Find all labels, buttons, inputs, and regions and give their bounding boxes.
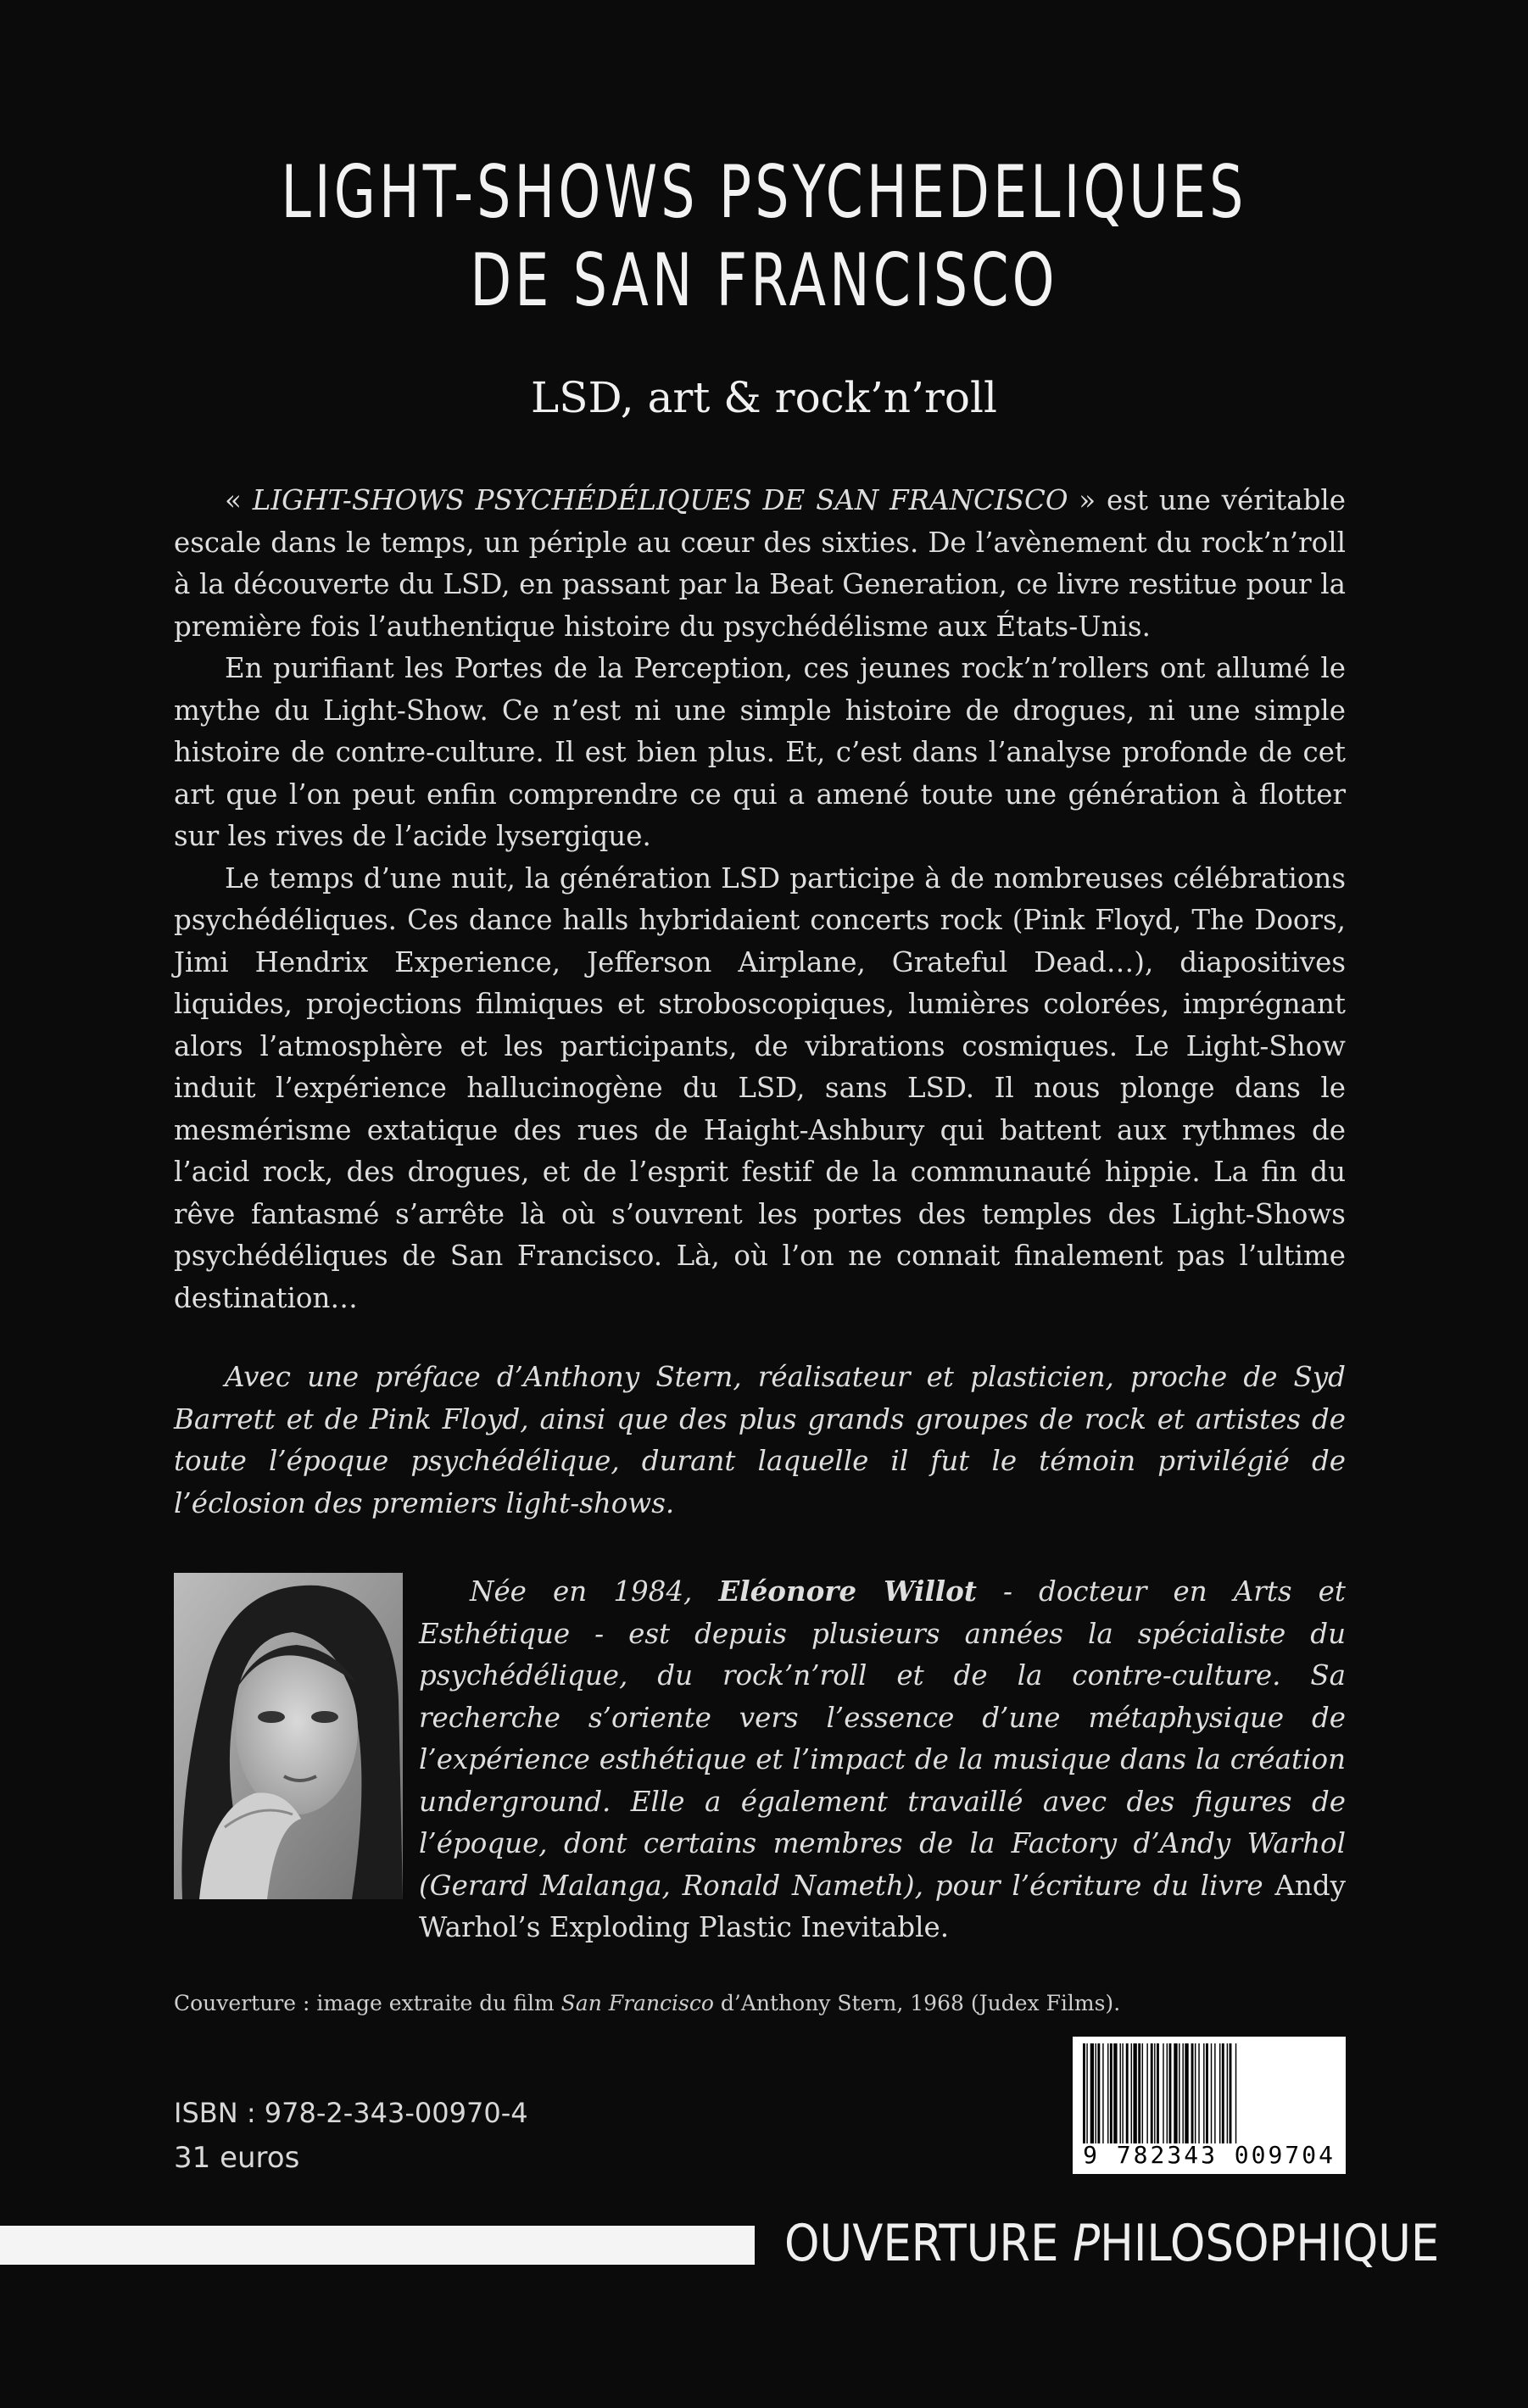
barcode-bar [1113,2043,1117,2143]
barcode-bar [1214,2043,1215,2143]
author-bio [419,1570,1346,1949]
barcode-bar [1222,2043,1224,2143]
series-stripe [0,2226,755,2265]
cover-credit-suffix: d’Anthony Stern, 1968 (Judex Films). [713,1991,1121,2015]
barcode-bar [1102,2043,1103,2143]
blurb [174,480,1346,1319]
price: 31 euros [174,2141,300,2175]
barcode-bar [1154,2043,1155,2143]
author-bio-text: - docteur en Arts et Esthétique - est depuis plusieurs années la spécialiste du psychédélique, du rock’n’roll et de la contre-culture. Sa recherche s’oriente vers l’essence d’une métaphysique de l’expérience esthétique et l’impact de la musique dans la création underground. Elle a également travaillé avec des figures de l’époque, dont certains membres de la Factory d’Andy Warhol (Gerard Malanga, Ronald Nameth), pour l’écriture du livre [419,1575,1346,1902]
barcode-bar [1126,2043,1129,2143]
barcode-bar [1110,2043,1113,2143]
barcode [1073,2037,1346,2174]
book-title-line-2: DE SAN FRANCISCO [470,238,1058,323]
barcode-bar [1219,2043,1220,2143]
series-name-initial: P [1073,2214,1101,2273]
barcode-bar [1090,2043,1094,2143]
barcode-number: 9 782343 009704 [1083,2141,1336,2169]
barcode-bar [1086,2043,1087,2143]
barcode-bar [1169,2043,1172,2143]
cover-credit [174,1991,1191,2015]
barcode-bar [1167,2043,1168,2143]
barcode-bar [1157,2043,1159,2143]
cover-credit-prefix: Couverture : image extraite du film [174,1991,561,2015]
barcode-bar [1151,2043,1153,2143]
barcode-bar [1138,2043,1140,2143]
series-name-part-1: OUVERTURE [784,2214,1074,2273]
barcode-bar [1120,2043,1121,2143]
barcode-bar [1131,2043,1132,2143]
barcode-bar [1182,2043,1183,2143]
barcode-bar [1195,2043,1196,2143]
barcode-bar [1083,2043,1085,2143]
blurb-book-title: LIGHT-SHOWS PSYCHÉDÉLIQUES DE SAN FRANCISCO [252,484,1068,516]
barcode-bar [1230,2043,1232,2143]
series-name [784,2214,1439,2273]
blurb-paragraph-1-text: » est une véritable escale dans le temps, un périple au cœur des sixties. De l’avènement du rock’n’roll à la découverte du LSD, en passant par la Beat Generation, ce livre restitue pour la première fois l’authentique histoire du psychédélisme aux États-Unis. [174,484,1347,643]
blurb-paragraph-1 [174,480,1346,648]
barcode-bars [1079,2043,1339,2143]
author-portrait [174,1573,403,1899]
author-book-title: Andy Warhol’s Exploding Plastic Inevitable. [419,1869,1346,1943]
barcode-bar [1097,2043,1100,2143]
blurb-quote-open: « [225,484,253,516]
barcode-bar [1191,2043,1194,2143]
book-title [137,148,1391,325]
barcode-bar [1206,2043,1208,2143]
author-portrait-image [174,1573,403,1899]
blurb-paragraph-3: Le temps d’une nuit, la génération LSD participe à de nombreuses célébrations psychédéliques. Ces dance halls hybridaient concerts rock (Pink Floyd, The Doors, Jimi Hendrix Experience, Jefferson Airplane, Grateful Dead…), diapositives liquides, projections filmiques et stroboscopiques, lumières colorées, imprégnant alors l’atmosphère et les participants, de vibrations cosmiques. Le Light-Show induit l’expérience hallucinogène du LSD, sans LSD. Il nous plonge dans le mesmérisme extatique des rues de Haight-Ashbury qui battent aux rythmes de l’acid rock, des drogues, et de l’esprit festif de la communauté hippie. La fin du rêve fantasmé s’arrête là où s’ouvrent les portes des temples des Light-Shows psychédéliques de San Francisco. Là, où l’on ne connait finalement pas l’ultime destination… [174,861,1346,1314]
barcode-bar [1185,2043,1188,2143]
isbn: ISBN : 978-2-343-00970-4 [174,2097,528,2129]
preface-note: Avec une préface d’Anthony Stern, réalisateur et plasticien, proche de Syd Barrett et de Pink Floyd, ainsi que des plus grands groupes de rock et artistes de toute l’époque psychédélique, durant laquelle il fut le témoin privilégié de l’éclosion des premiers light-shows. [174,1361,1346,1519]
barcode-bar [1227,2043,1228,2143]
barcode-bar [1235,2043,1236,2143]
barcode-bar [1107,2043,1108,2143]
barcode-bar [1122,2043,1123,2143]
author-name: Eléonore Willot [718,1575,977,1608]
author-bio-intro: Née en 1984, [470,1575,719,1608]
barcode-bar [1133,2043,1136,2143]
book-subtitle: LSD, art & rock’n’roll [531,373,997,422]
series-name-part-2: HILOSOPHIQUE [1100,2214,1440,2273]
barcode-bar [1174,2043,1177,2143]
barcode-bar [1203,2043,1204,2143]
blurb-paragraph-2: En purifiant les Portes de la Perception, ces jeunes rock’n’rollers ont allumé le mythe du Light-Show. Ce n’est ni une simple histoire de drogues, ni une simple histoire de contre-culture. Il est bien plus. Et, c’est dans l’analyse profonde de cet art que l’on peut enfin comprendre ce qui a amené toute une génération à flotter sur les rives de l’acide lysergique. [174,652,1346,852]
barcode-bar [1198,2043,1199,2143]
barcode-bar [1142,2043,1143,2143]
barcode-bar [1211,2043,1212,2143]
cover-credit-film: San Francisco [560,1991,714,2015]
barcode-bar [1146,2043,1147,2143]
book-title-line-1: LIGHT-SHOWS PSYCHEDELIQUES [281,150,1247,235]
